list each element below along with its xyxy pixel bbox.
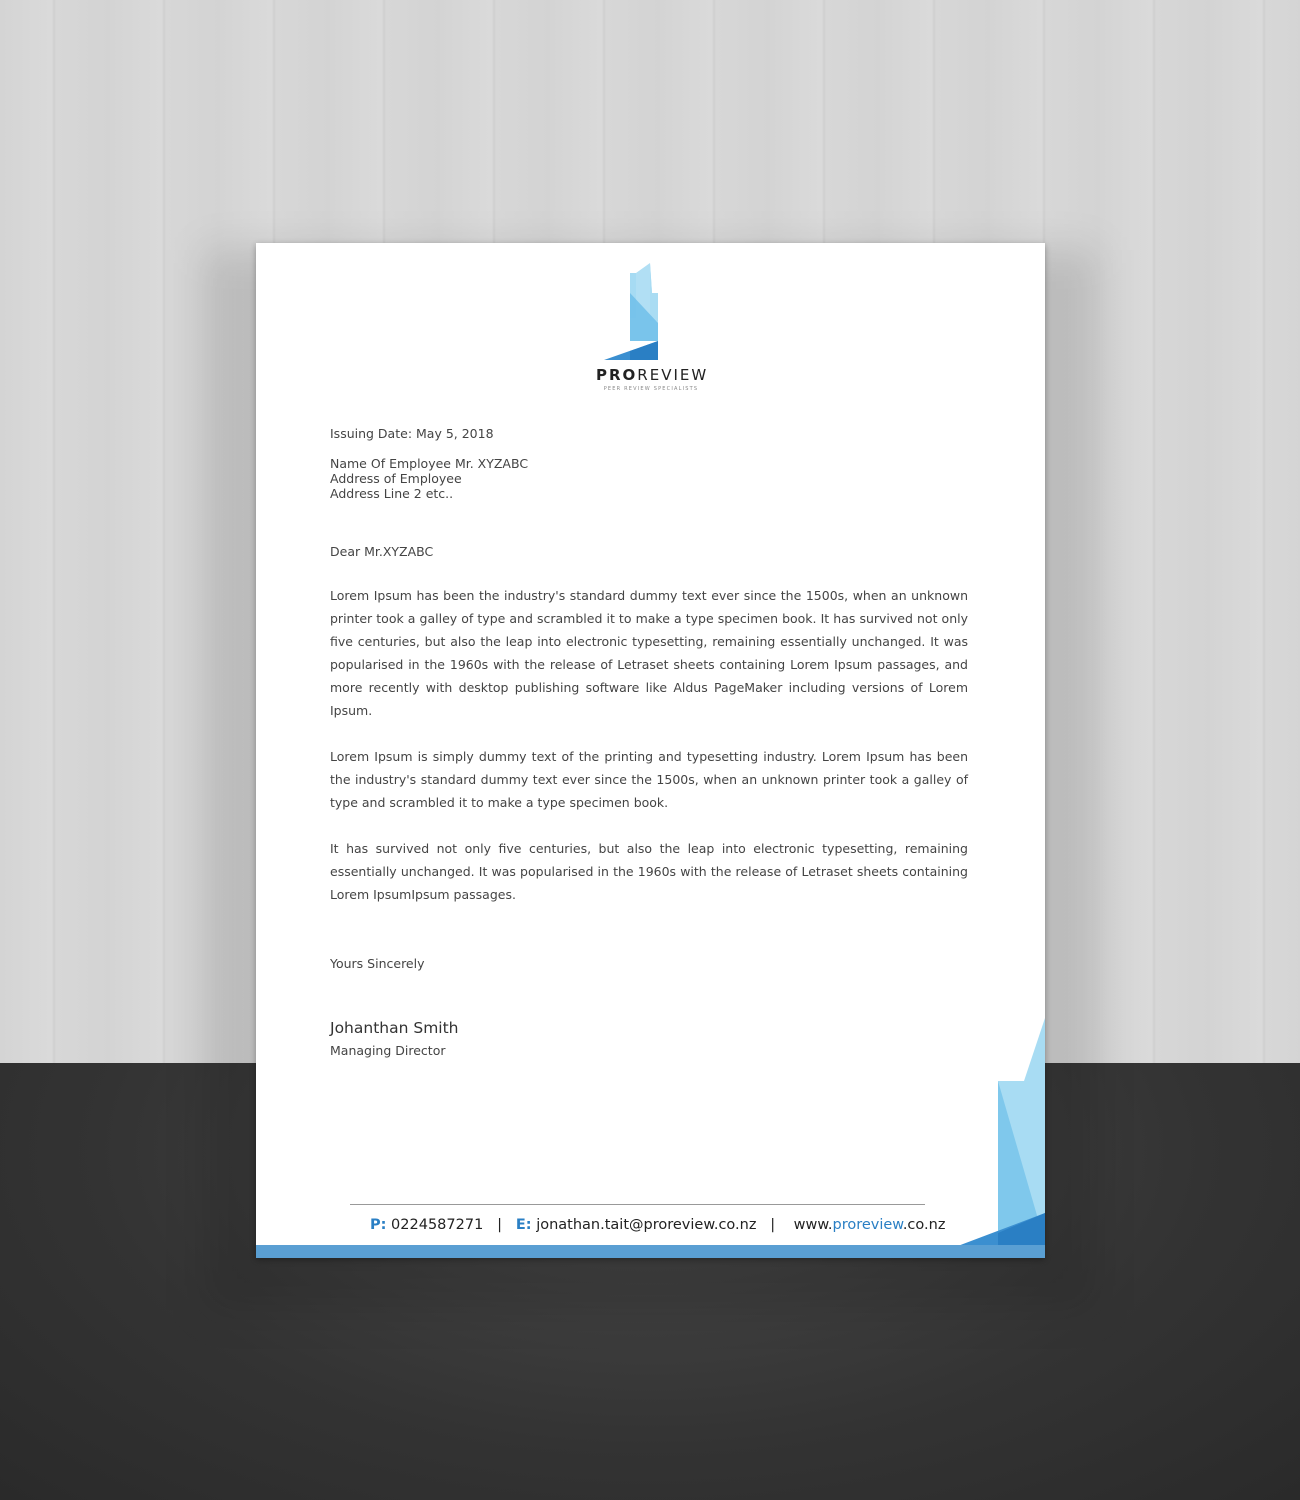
corner-decoration	[256, 243, 1045, 1258]
salutation: Dear Mr.XYZABC	[330, 544, 434, 559]
address-line: Address of Employee	[330, 471, 462, 486]
paragraph: Lorem Ipsum has been the industry's standard dummy text ever since the 1500s, when an unknown printer took a galley of type and scrambled it to make a type specimen book. It has survived not only five centuries, but also the leap into electronic typesetting, remaining essentially unchanged. It was popularised in the 1960s with the release of Letraset sheets containing Lorem Ipsum passages, and more recently with desktop publishing software like Aldus PageMaker including versions of Lorem Ipsum.	[330, 588, 968, 718]
website-link[interactable]: www.proreview.co.nz	[793, 1217, 946, 1233]
brand-tagline: PEER REVIEW SPECIALISTS	[603, 386, 699, 392]
address-line: Name Of Employee Mr. XYZABC	[330, 456, 529, 471]
brand-name: PROREVIEW	[596, 366, 709, 384]
issuing-date: Issuing Date: May 5, 2018	[330, 426, 494, 441]
paragraph: Lorem Ipsum is simply dummy text of the printing and typesetting industry. Lorem Ipsum has been the industry's standard dummy text ever since the 1500s, when an unknown printer took a galley of type and scrambled it to make a type specimen book.	[330, 749, 968, 810]
phone-number: 0224587271	[391, 1217, 484, 1233]
footer-bar	[256, 1245, 1045, 1258]
closing: Yours Sincerely	[330, 956, 425, 971]
signer-title: Managing Director	[330, 1043, 446, 1058]
footer-divider	[350, 1204, 925, 1205]
address-line: Address Line 2 etc..	[330, 486, 454, 501]
letterhead-page	[256, 243, 1045, 1258]
footer-contact: P: 0224587271 | E: jonathan.tait@proreview.co.nz | www.proreview.co.nz	[370, 1217, 946, 1233]
paragraph: It has survived not only five centuries, but also the leap into electronic typesetting, remaining essentially unchanged. It was popularised in the 1960s with the release of Letraset sheets containing Lorem IpsumIpsum passages.	[330, 841, 968, 902]
signer-name: Johanthan Smith	[330, 1019, 459, 1037]
email-link[interactable]: jonathan.tait@proreview.co.nz	[536, 1217, 757, 1233]
